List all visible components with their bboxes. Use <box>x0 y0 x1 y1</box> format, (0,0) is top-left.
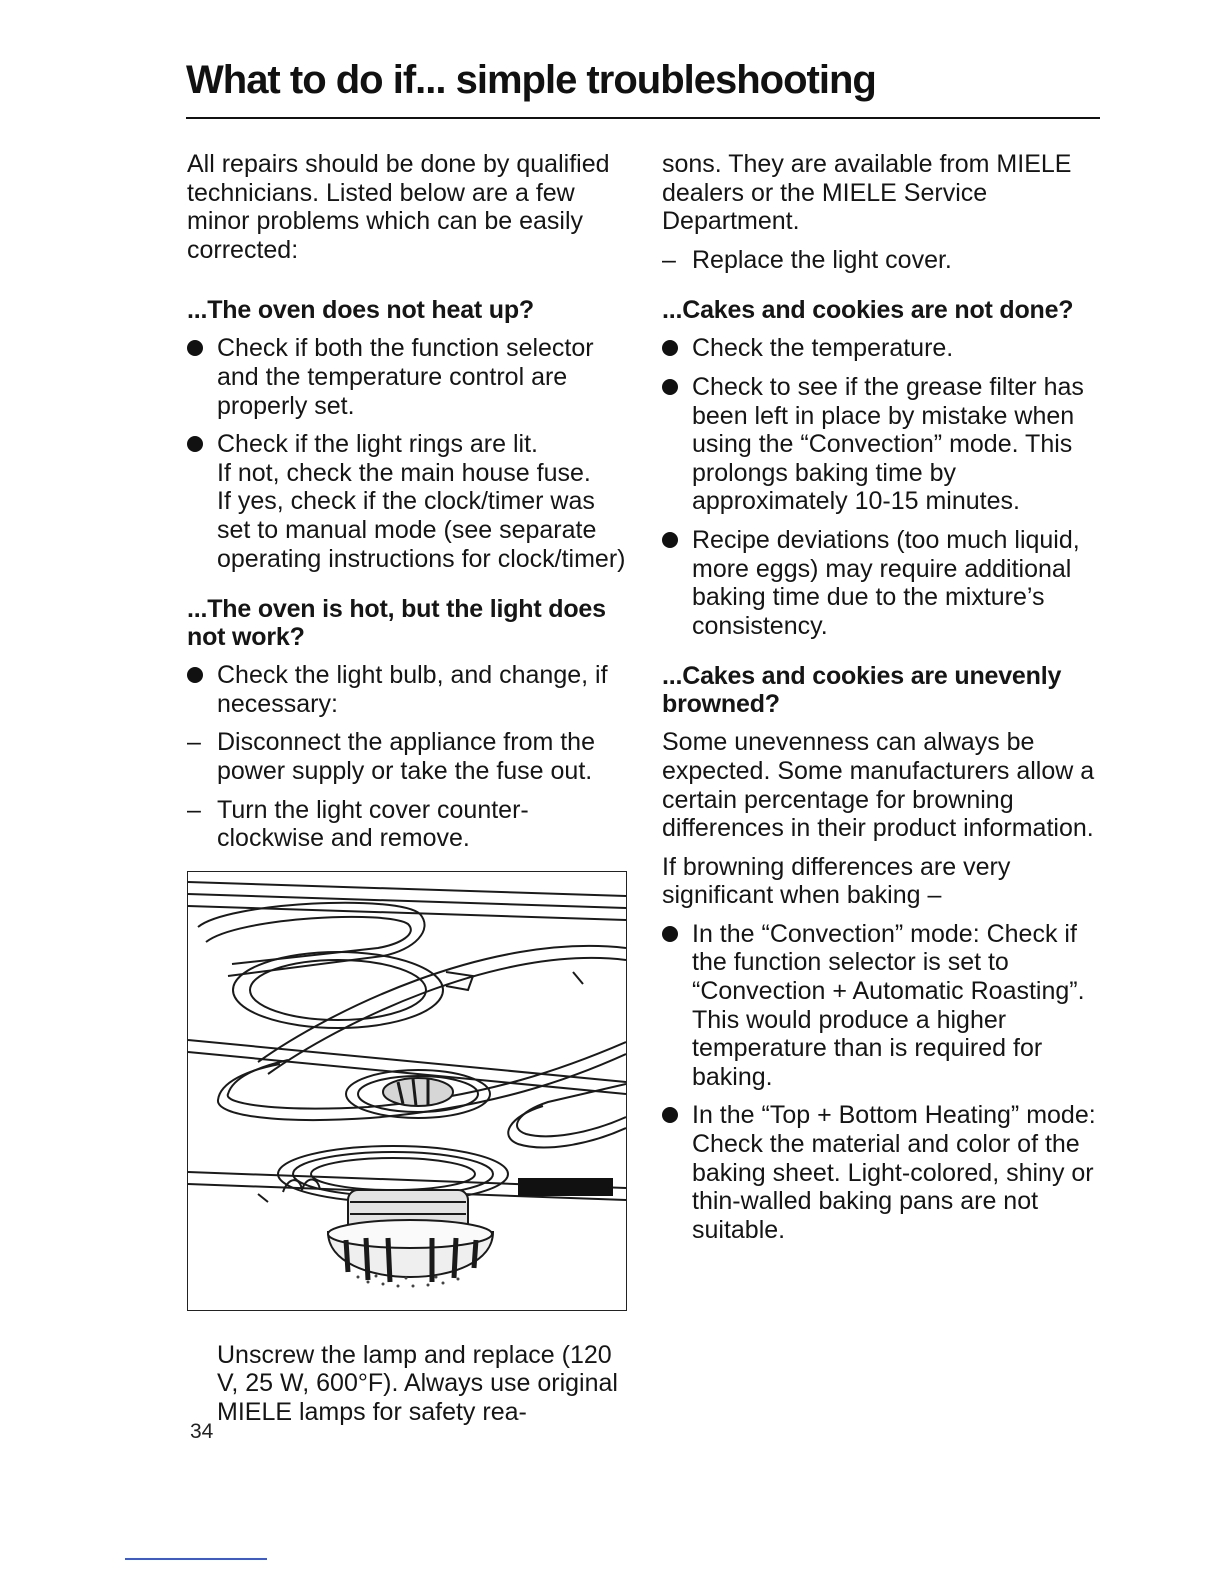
footer-line <box>125 1558 267 1560</box>
bullet-icon <box>662 926 678 942</box>
bullet-icon <box>662 1107 678 1123</box>
list-item <box>662 373 1112 516</box>
list-item <box>662 1101 1112 1244</box>
page-title: What to do if... simple troubleshooting <box>186 58 876 102</box>
heading-unevenly-browned: ...Cakes and cookies are unevenly browned? <box>662 662 1062 719</box>
list-item <box>662 246 1112 275</box>
item-text: Check the light bulb, and change, if necessary: <box>217 661 608 718</box>
intro-text: All repairs should be done by qualified technicians. Listed below are a few minor problems which can be easily corrected: <box>187 150 610 264</box>
item-text: Disconnect the appliance from the power supply or take the fuse out. <box>217 728 595 785</box>
heading-light-not-working: ...The oven is hot, but the light does not work? <box>187 595 606 652</box>
bullet-icon <box>662 379 678 395</box>
title-rule <box>186 117 1100 119</box>
right-column <box>662 150 1112 1254</box>
heading-oven-no-heat: ...The oven does not heat up? <box>187 296 534 325</box>
bullet-icon <box>187 340 203 356</box>
dash-icon: – <box>187 728 201 757</box>
list-item <box>662 334 1112 363</box>
item-text: If yes, check if the clock/timer was set to manual mode (see separate operating instructions for clock/timer) <box>217 487 626 573</box>
continued-text: sons. They are available from MIELE dealers or the MIELE Service Department. <box>662 150 1072 236</box>
oven-lamp-icon <box>188 872 626 1310</box>
item-text: Check if the function selector is set to “Convection + Automatic Roasting”. This would produce a higher temperature than is required for baking. <box>692 919 1085 1091</box>
item-lead: In the “Top + Bottom Heating” mode: <box>692 1101 1096 1130</box>
dash-icon: – <box>187 795 201 824</box>
item-text: Check the temperature. <box>692 334 954 363</box>
list-item <box>662 526 1112 640</box>
item-text: Check to see if the grease filter has been left in place by mistake when using the “Convection” mode. This prolongs baking time by approximately 10-15 minutes. <box>692 372 1084 516</box>
list-item <box>187 728 633 785</box>
item-text: Check if both the function selector and the temperature control are properly set. <box>217 334 594 420</box>
list-item <box>187 661 633 718</box>
list-item <box>662 920 1112 1092</box>
list-item <box>187 334 633 420</box>
figure-caption: Unscrew the lamp and replace (120 V, 25 W, 600°F). Always use original MIELE lamps for safety rea- <box>217 1340 618 1426</box>
item-text: If not, check the main house fuse. <box>217 458 591 487</box>
oven-lamp-illustration <box>187 871 627 1311</box>
item-lead: In the “Convection” mode: <box>692 919 980 948</box>
item-text: Turn the light cover counter-clockwise and remove. <box>217 795 529 853</box>
page-number: 34 <box>190 1420 214 1443</box>
item-text: Replace the light cover. <box>692 245 952 274</box>
dash-icon: – <box>662 245 676 274</box>
item-text: Check the material and color of the baking sheet. Light-colored, shiny or thin-walled baking pans are not suitable. <box>692 1130 1094 1244</box>
item-text: Check if the light rings are lit. <box>217 430 538 459</box>
bullet-icon <box>187 436 203 452</box>
item-text: Recipe deviations (too much liquid, more eggs) may require additional baking time due to the mixture’s consistency. <box>692 525 1080 640</box>
bullet-icon <box>662 340 678 356</box>
bullet-icon <box>187 667 203 683</box>
paragraph: If browning differences are very significant when baking – <box>662 852 1011 910</box>
left-column <box>187 150 633 1426</box>
bullet-icon <box>662 532 678 548</box>
list-item <box>187 430 633 573</box>
paragraph: Some unevenness can always be expected. Some manufacturers allow a certain percentage for browning differences in their product information. <box>662 728 1095 843</box>
list-item <box>187 796 633 853</box>
heading-not-done: ...Cakes and cookies are not done? <box>662 296 1074 325</box>
